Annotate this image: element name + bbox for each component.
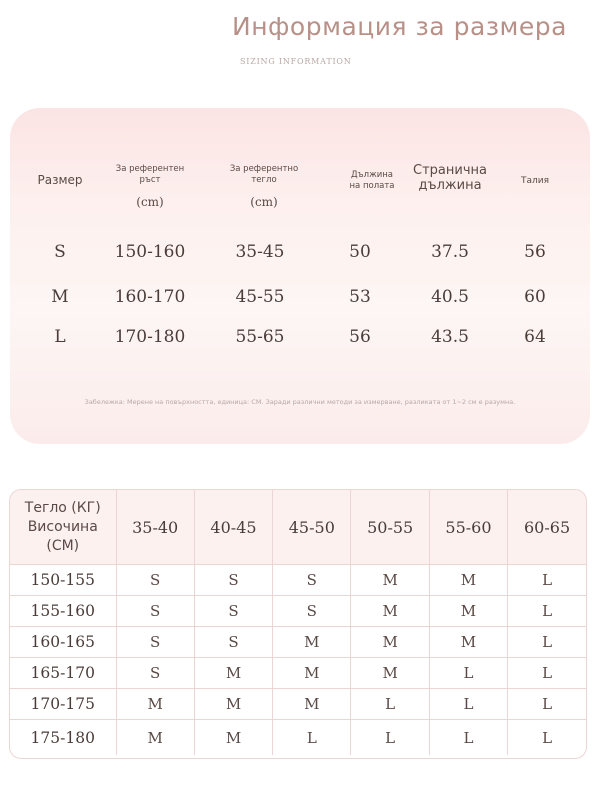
header-weight-unit: (cm): [250, 195, 278, 209]
size-cell: M: [351, 627, 429, 658]
size-cell: S: [273, 565, 351, 596]
size-cell: M: [194, 720, 272, 756]
height-cell: 160-170: [114, 287, 186, 307]
header-weight-line1: За референтно: [229, 164, 299, 174]
header-skirt-length: [332, 170, 412, 192]
size-cell: L: [429, 658, 507, 689]
size-cell: L: [508, 565, 586, 596]
size-cell: L: [351, 689, 429, 720]
side-length-cell: 43.5: [431, 327, 469, 347]
height-cell: 150-160: [114, 242, 186, 262]
size-cell: M: [351, 565, 429, 596]
size-cell: L: [508, 689, 586, 720]
size-cell: M: [351, 658, 429, 689]
size-cell: S: [194, 627, 272, 658]
size-cell: L: [508, 627, 586, 658]
size-cell: M: [351, 596, 429, 627]
size-cell: L: [429, 689, 507, 720]
size-cell: S: [116, 596, 194, 627]
waist-cell: 64: [524, 327, 546, 347]
size-cell: M: [51, 287, 69, 307]
size-cell: S: [116, 658, 194, 689]
weight-header: 55-60: [429, 490, 507, 565]
size-cell: L: [351, 720, 429, 756]
weight-header: 35-40: [116, 490, 194, 565]
page-title: Информация за размера: [232, 12, 567, 41]
header-weight-line2: тегло: [251, 175, 277, 185]
fit-table-header-row: [10, 490, 586, 565]
header-height-line1: За референтен: [115, 164, 185, 174]
size-cell: M: [429, 627, 507, 658]
size-cell: M: [116, 720, 194, 756]
header-skirt-length-line1: Дължина: [350, 170, 394, 180]
page-subtitle: SIZING INFORMATION: [240, 57, 352, 66]
fit-table-card: [9, 489, 587, 759]
header-side-length-line1: Странична: [413, 163, 487, 178]
header-height-unit: (cm): [136, 195, 164, 209]
corner-unit-label: (СМ): [46, 537, 80, 554]
size-cell: L: [429, 720, 507, 756]
weight-header: 40-45: [194, 490, 272, 565]
height-range: 155-160: [10, 596, 116, 627]
size-cell: L: [54, 327, 66, 347]
skirt-length-cell: 53: [349, 287, 371, 307]
size-cell: M: [429, 565, 507, 596]
size-chart-card: [10, 108, 590, 444]
size-cell: M: [194, 658, 272, 689]
weight-header: 45-50: [273, 490, 351, 565]
header-waist: Талия: [520, 176, 550, 186]
size-cell: M: [273, 658, 351, 689]
side-length-cell: 37.5: [431, 242, 469, 262]
side-length-cell: 40.5: [431, 287, 469, 307]
table-row: [10, 689, 586, 720]
size-row: [10, 327, 590, 351]
weight-cell: 35-45: [235, 242, 285, 262]
corner-height-label: Височина: [27, 518, 98, 535]
header-size: Размер: [37, 173, 83, 187]
table-row: [10, 596, 586, 627]
size-cell: S: [54, 242, 66, 262]
size-row: [10, 287, 590, 311]
table-row: [10, 658, 586, 689]
header-height-line2: ръст: [139, 175, 161, 185]
fit-table-corner: [10, 490, 116, 565]
skirt-length-cell: 50: [349, 242, 371, 262]
fit-table: [10, 490, 586, 755]
size-cell: M: [194, 689, 272, 720]
weight-header: 50-55: [351, 490, 429, 565]
corner-weight-label: Тегло (КГ): [24, 499, 101, 516]
height-range: 170-175: [10, 689, 116, 720]
size-cell: M: [273, 689, 351, 720]
size-chart-header: [10, 108, 590, 214]
size-cell: M: [273, 627, 351, 658]
table-row: [10, 720, 586, 756]
size-cell: S: [116, 565, 194, 596]
table-row: [10, 627, 586, 658]
size-cell: M: [429, 596, 507, 627]
header-skirt-length-line2: на полата: [349, 181, 395, 191]
header-side-length-line2: дължина: [418, 178, 482, 193]
size-cell: S: [194, 565, 272, 596]
size-cell: L: [508, 596, 586, 627]
size-cell: S: [116, 627, 194, 658]
size-cell: M: [116, 689, 194, 720]
header-weight: [224, 164, 304, 186]
size-cell: L: [508, 658, 586, 689]
size-cell: L: [542, 728, 553, 747]
height-cell: 170-180: [114, 327, 186, 347]
height-range: 160-165: [10, 627, 116, 658]
height-range: 165-170: [10, 658, 116, 689]
height-range: 175-180: [10, 720, 116, 756]
waist-cell: 56: [524, 242, 546, 262]
weight-header: 60-65: [508, 490, 586, 565]
weight-cell: 55-65: [235, 327, 285, 347]
height-range: 150-155: [10, 565, 116, 596]
header-height: [110, 164, 190, 186]
header-side-length: [405, 163, 495, 193]
weight-cell: 45-55: [235, 287, 285, 307]
table-row: [10, 565, 586, 596]
size-row: [10, 242, 590, 266]
waist-cell: 60: [524, 287, 546, 307]
size-cell: S: [273, 596, 351, 627]
size-cell: L: [273, 720, 351, 756]
skirt-length-cell: 56: [349, 327, 371, 347]
size-cell: S: [194, 596, 272, 627]
measurement-note: Забележка: Мерене на повърхността, единица: СМ. Заради различни методи за измерване, разликата от 1~2 см е разумна.: [84, 398, 516, 406]
